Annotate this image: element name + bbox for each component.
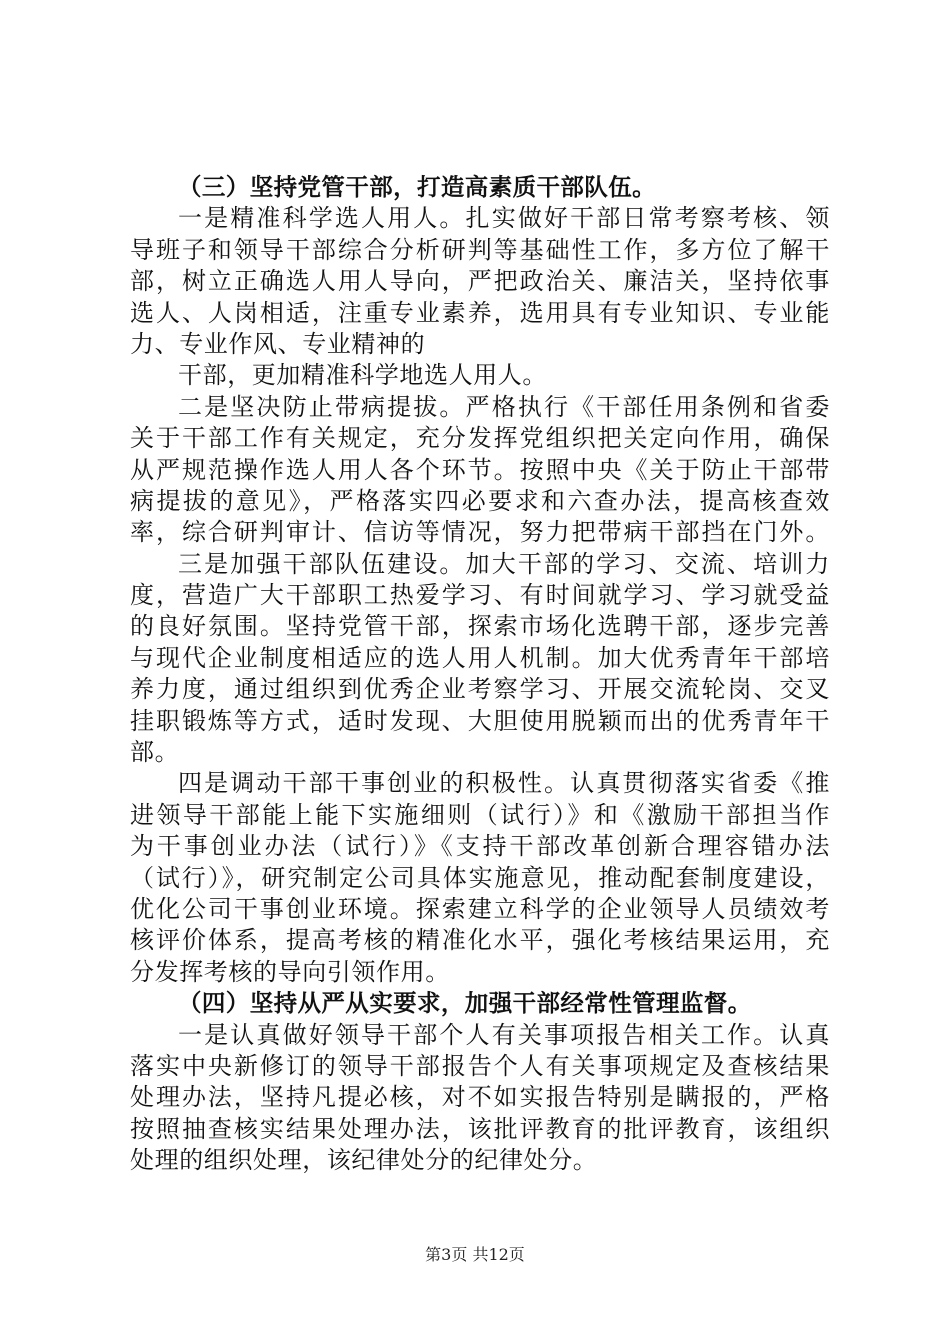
text-line: 的良好氛围。坚持党管干部，探索市场化选聘干部，逐步完善 xyxy=(130,612,830,641)
text-line: 分发挥考核的导向引领作用。 xyxy=(130,957,450,986)
text-line: 按照抽查核实结果处理办法，该批评教育的批评教育，该组织 xyxy=(130,1114,830,1143)
text-line: 挂职锻炼等方式，适时发现、大胆使用脱颖而出的优秀青年干 xyxy=(130,706,830,735)
text-line: 三是加强干部队伍建设。加大干部的学习、交流、培训力 xyxy=(178,549,830,578)
text-line: 优化公司干事创业环境。探索建立科学的企业领导人员绩效考 xyxy=(130,894,830,923)
text-line: 部。 xyxy=(130,738,180,767)
text-line: 一是认真做好领导干部个人有关事项报告相关工作。认真 xyxy=(178,1020,830,1049)
text-line: 关于干部工作有关规定，充分发挥党组织把关定向作用，确保 xyxy=(130,424,830,453)
section-heading: （三）坚持党管干部，打造高素质干部队伍。 xyxy=(178,173,656,201)
text-line: 处理的组织处理，该纪律处分的纪律处分。 xyxy=(130,1146,598,1175)
text-line: 四是调动干部干事创业的积极性。认真贯彻落实省委《推 xyxy=(178,769,830,798)
text-line: 二是坚决防止带病提拔。严格执行《干部任用条例和省委 xyxy=(178,392,830,421)
text-line: 导班子和领导干部综合分析研判等基础性工作，多方位了解干 xyxy=(130,235,830,264)
text-line: 进领导干部能上能下实施细则（试行）》和《激励干部担当作 xyxy=(130,800,830,829)
text-line: 度，营造广大干部职工热爱学习、有时间就学习、学习就受益 xyxy=(130,581,830,610)
text-line: 一是精准科学选人用人。扎实做好干部日常考察考核、领 xyxy=(178,204,830,233)
text-line: 病提拔的意见》，严格落实四必要求和六查办法，提高核查效 xyxy=(130,486,830,515)
text-line: 部，树立正确选人用人导向，严把政治关、廉洁关，坚持依事 xyxy=(130,267,830,296)
section-heading: （四）坚持从严从实要求，加强干部经常性管理监督。 xyxy=(178,989,752,1018)
text-line: 力、专业作风、专业精神的 xyxy=(130,329,426,358)
text-line: 从严规范操作选人用人各个环节。按照中央《关于防止干部带 xyxy=(130,455,830,484)
text-line: 为干事创业办法（试行）》《支持干部改革创新合理容错办法 xyxy=(130,832,830,861)
page-footer: 第3页 共12页 xyxy=(425,1245,525,1264)
text-line: 养力度，通过组织到优秀企业考察学习、开展交流轮岗、交叉 xyxy=(130,675,830,704)
text-line: 选人、人岗相适，注重专业素养，选用具有专业知识、专业能 xyxy=(130,298,830,327)
text-line: 处理办法，坚持凡提必核，对不如实报告特别是瞒报的，严格 xyxy=(130,1083,830,1112)
document-body xyxy=(130,172,830,1177)
text-line: （试行）》，研究制定公司具体实施意见，推动配套制度建设， xyxy=(130,863,830,892)
text-line: 落实中央新修订的领导干部报告个人有关事项规定及查核结果 xyxy=(130,1051,830,1080)
text-line: 与现代企业制度相适应的选人用人机制。加大优秀青年干部培 xyxy=(130,643,830,672)
text-line: 核评价体系，提高考核的精准化水平，强化考核结果运用，充 xyxy=(130,926,830,955)
text-line: 率，综合研判审计、信访等情况，努力把带病干部挡在门外。 xyxy=(130,518,830,547)
text-line: 干部，更加精准科学地选人用人。 xyxy=(178,361,547,390)
